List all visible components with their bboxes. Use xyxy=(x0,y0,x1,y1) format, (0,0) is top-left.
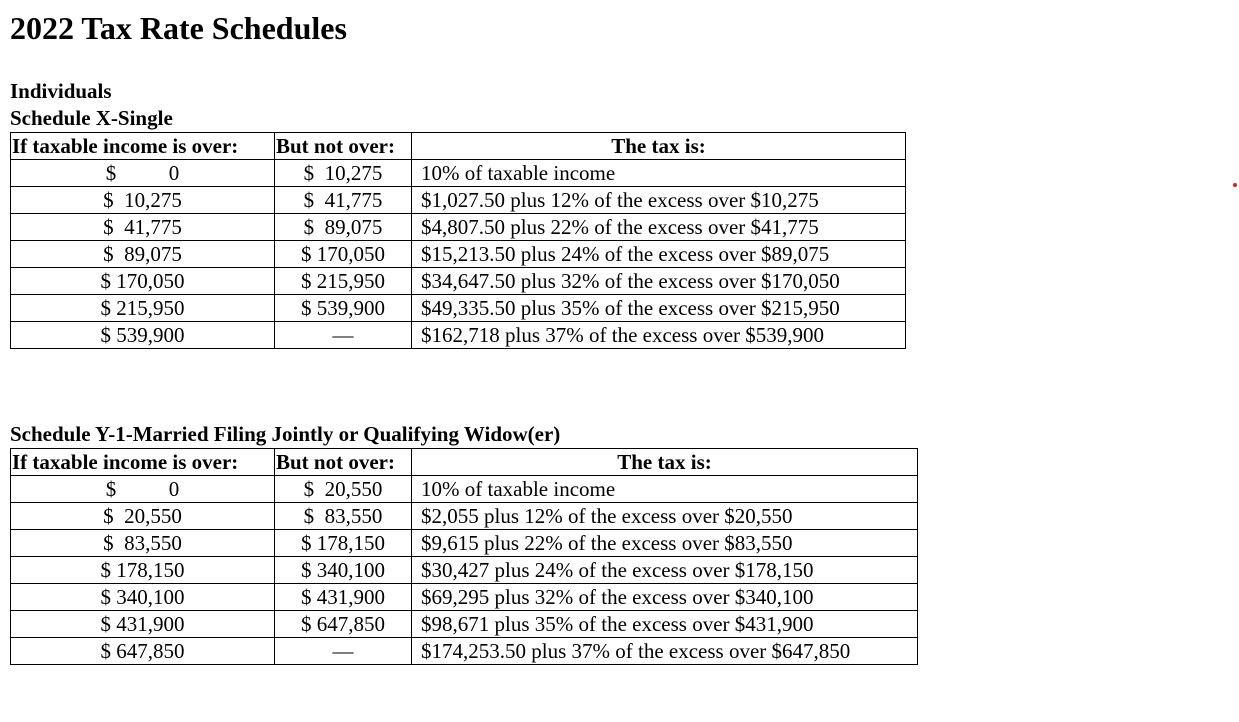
tax-formula-cell: $9,615 plus 22% of the excess over $83,550 xyxy=(412,530,918,557)
income-over-cell: $ 0 xyxy=(11,160,275,187)
income-over-cell: $ 431,900 xyxy=(11,611,275,638)
income-not-over-cell: $ 431,900 xyxy=(275,584,412,611)
income-over-cell: $ 170,050 xyxy=(11,268,275,295)
table-row xyxy=(11,503,918,530)
column-header-not-over: But not over: xyxy=(275,449,412,476)
income-over-cell: $ 178,150 xyxy=(11,557,275,584)
tax-formula-cell: 10% of taxable income xyxy=(412,476,918,503)
table-row xyxy=(11,160,906,187)
table-row xyxy=(11,611,918,638)
page-title: 2022 Tax Rate Schedules xyxy=(10,10,347,46)
income-over-cell: $ 215,950 xyxy=(11,295,275,322)
income-over-cell: $ 41,775 xyxy=(11,214,275,241)
table-header-row xyxy=(11,133,906,160)
income-not-over-cell: $ 178,150 xyxy=(275,530,412,557)
red-dot-marker xyxy=(1233,183,1237,187)
income-not-over-cell: $ 647,850 xyxy=(275,611,412,638)
schedule-y-title: Schedule Y-1-Married Filing Jointly or Qualifying Widow(er) xyxy=(10,422,561,446)
table-row xyxy=(11,638,918,665)
tax-formula-cell: $34,647.50 plus 32% of the excess over $170,050 xyxy=(412,268,906,295)
table-row xyxy=(11,214,906,241)
section-heading-individuals: Individuals xyxy=(10,79,112,103)
column-header-tax: The tax is: xyxy=(412,133,906,160)
income-not-over-cell: — xyxy=(275,322,412,349)
income-not-over-cell: $ 89,075 xyxy=(275,214,412,241)
tax-formula-cell: $69,295 plus 32% of the excess over $340,100 xyxy=(412,584,918,611)
tax-formula-cell: $15,213.50 plus 24% of the excess over $89,075 xyxy=(412,241,906,268)
income-over-cell: $ 340,100 xyxy=(11,584,275,611)
tax-formula-cell: $2,055 plus 12% of the excess over $20,550 xyxy=(412,503,918,530)
tax-formula-cell: $162,718 plus 37% of the excess over $539,900 xyxy=(412,322,906,349)
income-over-cell: $ 10,275 xyxy=(11,187,275,214)
table-row xyxy=(11,530,918,557)
income-over-cell: $ 83,550 xyxy=(11,530,275,557)
table-header-row xyxy=(11,449,918,476)
column-header-over: If taxable income is over: xyxy=(11,133,275,160)
tax-formula-cell: $4,807.50 plus 22% of the excess over $41,775 xyxy=(412,214,906,241)
table-row xyxy=(11,322,906,349)
income-over-cell: $ 539,900 xyxy=(11,322,275,349)
income-not-over-cell: $ 340,100 xyxy=(275,557,412,584)
income-not-over-cell: $ 20,550 xyxy=(275,476,412,503)
income-not-over-cell: $ 170,050 xyxy=(275,241,412,268)
table-row xyxy=(11,187,906,214)
column-header-not-over: But not over: xyxy=(275,133,412,160)
tax-formula-cell: 10% of taxable income xyxy=(412,160,906,187)
table-row xyxy=(11,295,906,322)
schedule-x-title: Schedule X-Single xyxy=(10,106,173,130)
schedule-y-table xyxy=(10,448,918,665)
table-row xyxy=(11,584,918,611)
income-not-over-cell: $ 215,950 xyxy=(275,268,412,295)
table-row xyxy=(11,476,918,503)
income-over-cell: $ 647,850 xyxy=(11,638,275,665)
income-not-over-cell: $ 41,775 xyxy=(275,187,412,214)
income-not-over-cell: — xyxy=(275,638,412,665)
income-not-over-cell: $ 10,275 xyxy=(275,160,412,187)
income-over-cell: $ 89,075 xyxy=(11,241,275,268)
income-not-over-cell: $ 539,900 xyxy=(275,295,412,322)
column-header-over: If taxable income is over: xyxy=(11,449,275,476)
tax-formula-cell: $49,335.50 plus 35% of the excess over $215,950 xyxy=(412,295,906,322)
table-row xyxy=(11,557,918,584)
tax-formula-cell: $98,671 plus 35% of the excess over $431,900 xyxy=(412,611,918,638)
tax-formula-cell: $30,427 plus 24% of the excess over $178,150 xyxy=(412,557,918,584)
tax-formula-cell: $1,027.50 plus 12% of the excess over $10,275 xyxy=(412,187,906,214)
schedule-x-table xyxy=(10,132,906,349)
income-over-cell: $ 0 xyxy=(11,476,275,503)
income-not-over-cell: $ 83,550 xyxy=(275,503,412,530)
income-over-cell: $ 20,550 xyxy=(11,503,275,530)
tax-formula-cell: $174,253.50 plus 37% of the excess over $647,850 xyxy=(412,638,918,665)
schedule-x-body xyxy=(11,160,906,349)
table-row xyxy=(11,241,906,268)
schedule-y-body xyxy=(11,476,918,665)
table-row xyxy=(11,268,906,295)
column-header-tax: The tax is: xyxy=(412,449,918,476)
